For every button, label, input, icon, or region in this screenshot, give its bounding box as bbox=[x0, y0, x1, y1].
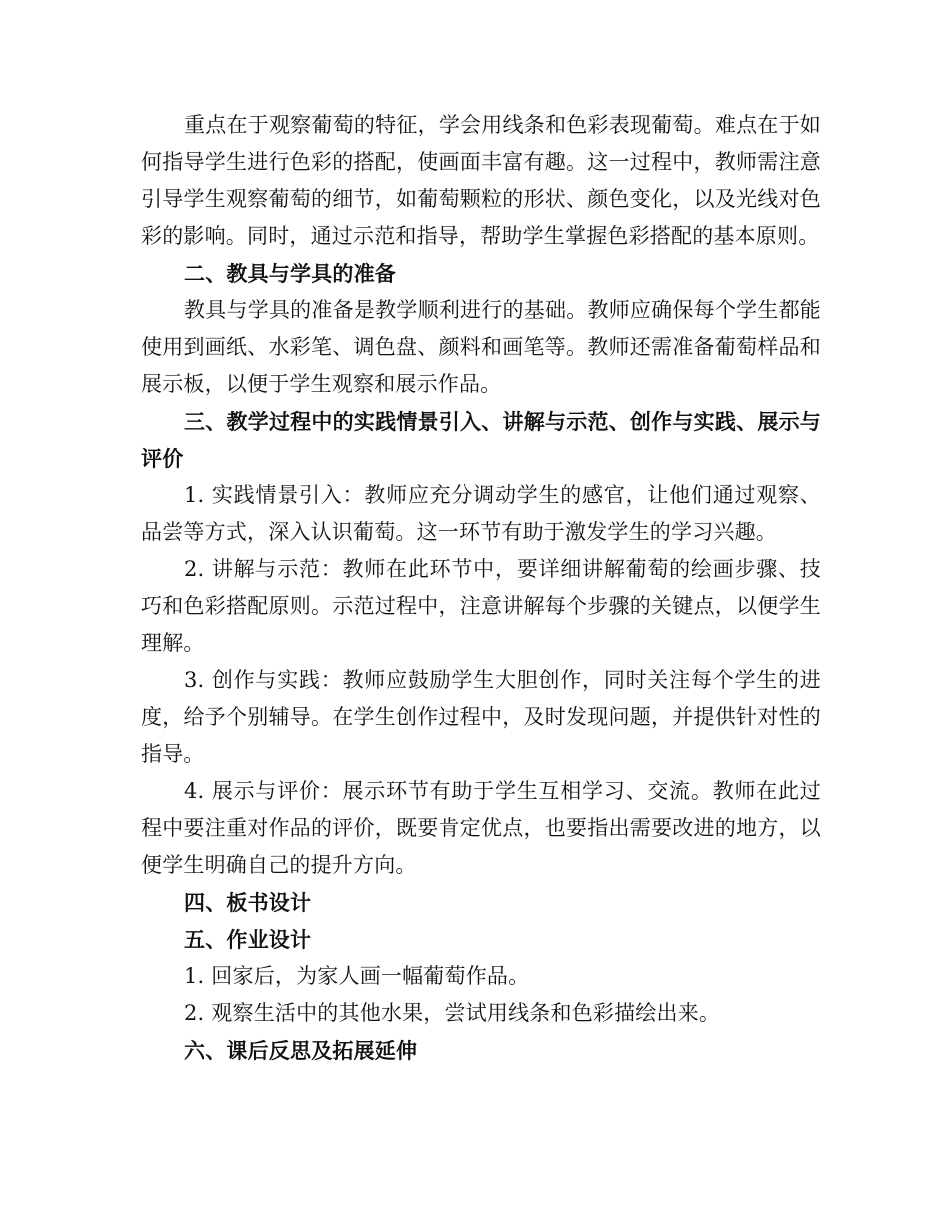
paragraph-key-difficult-points: 重点在于观察葡萄的特征，学会用线条和色彩表现葡萄。难点在于如何指导学生进行色彩的搭配，使画面丰富有趣。这一过程中，教师需注意引导学生观察葡萄的细节，如葡萄颗粒的形状、颜色变化，以及光线对色彩的影响。同时，通过示范和指导，帮助学生掌握色彩搭配的基本原则。 bbox=[141, 113, 821, 248]
document-body bbox=[141, 107, 821, 1069]
paragraph-teaching-tools: 教具与学具的准备是教学顺利进行的基础。教师应确保每个学生都能使用到画纸、水彩笔、调色盘、颜料和画笔等。教师还需准备葡萄样品和展示板，以便于学生观察和展示作品。 bbox=[141, 298, 821, 396]
section-heading-teaching-tools: 二、教具与学具的准备 bbox=[184, 261, 396, 286]
paragraph-homework-2: 2. 观察生活中的其他水果，尝试用线条和色彩描绘出来。 bbox=[184, 1001, 721, 1025]
paragraph-process-step-1: 1. 实践情景引入：教师应充分调动学生的感官，让他们通过观察、品尝等方式，深入认识葡萄。这一环节有助于激发学生的学习兴趣。 bbox=[141, 483, 821, 544]
paragraph-homework-1: 1. 回家后，为家人画一幅葡萄作品。 bbox=[184, 964, 530, 988]
section-heading-teaching-process: 三、教学过程中的实践情景引入、讲解与示范、创作与实践、展示与评价 bbox=[141, 409, 821, 471]
section-heading-homework: 五、作业设计 bbox=[184, 927, 312, 952]
paragraph-process-step-3: 3. 创作与实践：教师应鼓励学生大胆创作，同时关注每个学生的进度，给予个别辅导。在学生创作过程中，及时发现问题，并提供针对性的指导。 bbox=[141, 668, 821, 766]
paragraph-process-step-2: 2. 讲解与示范：教师在此环节中，要详细讲解葡萄的绘画步骤、技巧和色彩搭配原则。示范过程中，注意讲解每个步骤的关键点，以便学生理解。 bbox=[141, 557, 821, 655]
section-heading-reflection: 六、课后反思及拓展延伸 bbox=[184, 1038, 418, 1063]
section-heading-board-design: 四、板书设计 bbox=[184, 890, 312, 915]
paragraph-process-step-4: 4. 展示与评价：展示环节有助于学生互相学习、交流。教师在此过程中要注重对作品的评价，既要肯定优点，也要指出需要改进的地方，以便学生明确自己的提升方向。 bbox=[141, 779, 821, 877]
